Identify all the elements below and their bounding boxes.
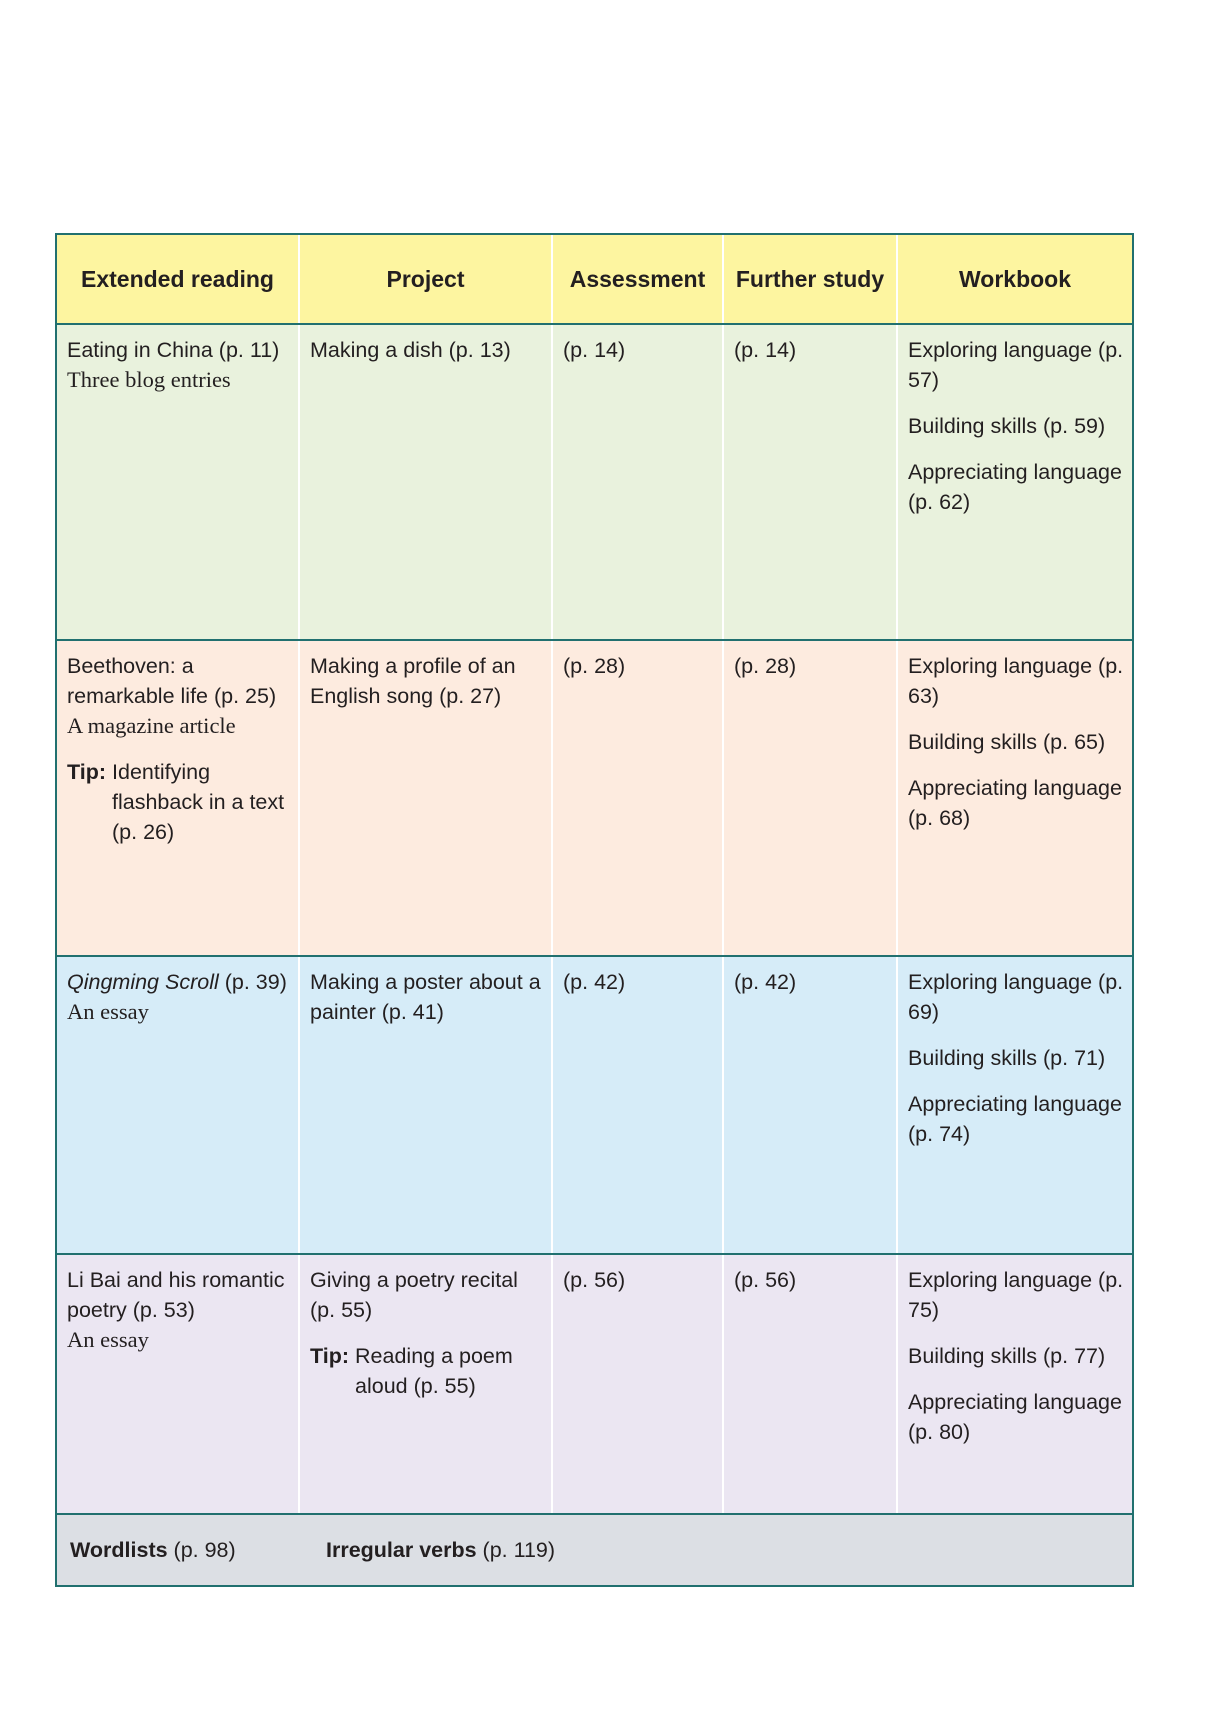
reading-title: Eating in China (p. 11) bbox=[67, 338, 280, 362]
reading-title-page: (p. 39) bbox=[218, 970, 287, 994]
reading-genre: Three blog entries bbox=[67, 367, 231, 392]
extended-reading-cell bbox=[57, 641, 300, 955]
project-title: Making a poster about a painter (p. 41) bbox=[310, 970, 541, 1024]
workbook-item: Appreciating language (p. 74) bbox=[908, 1092, 1122, 1146]
workbook-item: Exploring language (p. 75) bbox=[908, 1268, 1124, 1322]
irregular-verbs-label: Irregular verbs bbox=[326, 1537, 477, 1562]
workbook-item: Exploring language (p. 63) bbox=[908, 654, 1124, 708]
reading-genre: An essay bbox=[67, 1327, 149, 1352]
further-study-page: (p. 28) bbox=[734, 654, 797, 678]
wordlists-page: (p. 98) bbox=[167, 1537, 236, 1562]
project-cell bbox=[300, 957, 553, 1253]
contents-table bbox=[55, 233, 1134, 1587]
workbook-item: Building skills (p. 59) bbox=[908, 414, 1106, 438]
workbook-item: Building skills (p. 77) bbox=[908, 1344, 1106, 1368]
workbook-cell bbox=[898, 641, 1132, 955]
reading-title-italic: Qingming Scroll bbox=[67, 970, 219, 994]
tip-text: Reading a poem aloud (p. 55) bbox=[355, 1344, 513, 1398]
assessment-page: (p. 42) bbox=[563, 970, 626, 994]
further-study-cell bbox=[724, 1255, 898, 1513]
workbook-cell bbox=[898, 325, 1132, 639]
tip-label: Tip: bbox=[67, 760, 107, 784]
project-title: Giving a poetry recital (p. 55) bbox=[310, 1268, 518, 1322]
project-cell bbox=[300, 641, 553, 955]
table-row bbox=[57, 325, 1132, 641]
header-further-study: Further study bbox=[724, 235, 898, 323]
table-row bbox=[57, 957, 1132, 1255]
extended-reading-cell bbox=[57, 1255, 300, 1513]
workbook-cell bbox=[898, 957, 1132, 1253]
workbook-item: Building skills (p. 71) bbox=[908, 1046, 1106, 1070]
assessment-cell bbox=[553, 1255, 724, 1513]
further-study-cell bbox=[724, 641, 898, 955]
further-study-cell bbox=[724, 325, 898, 639]
wordlists-label: Wordlists bbox=[70, 1537, 168, 1562]
further-study-page: (p. 14) bbox=[734, 338, 797, 362]
reading-title: Li Bai and his romantic poetry (p. 53) bbox=[67, 1268, 285, 1322]
project-cell bbox=[300, 1255, 553, 1513]
workbook-item: Appreciating language (p. 80) bbox=[908, 1390, 1122, 1444]
reading-tip bbox=[67, 757, 290, 847]
extended-reading-cell bbox=[57, 957, 300, 1253]
table-row bbox=[57, 641, 1132, 957]
project-cell bbox=[300, 325, 553, 639]
header-workbook: Workbook bbox=[958, 266, 1072, 292]
workbook-item: Exploring language (p. 57) bbox=[908, 338, 1124, 392]
assessment-page: (p. 56) bbox=[563, 1268, 626, 1292]
assessment-cell bbox=[553, 325, 724, 639]
reading-title: Beethoven: a remarkable life (p. 25) bbox=[67, 654, 277, 708]
header-assessment: Assessment bbox=[553, 235, 724, 323]
project-title: Making a profile of an English song (p. 27) bbox=[310, 654, 516, 708]
table-row bbox=[57, 1255, 1132, 1515]
assessment-cell bbox=[553, 957, 724, 1253]
irregular-verbs-page: (p. 119) bbox=[476, 1537, 556, 1562]
reading-genre: A magazine article bbox=[67, 713, 236, 738]
reading-genre: An essay bbox=[67, 999, 149, 1024]
workbook-item: Exploring language (p. 69) bbox=[908, 970, 1124, 1024]
wordlists-entry bbox=[70, 1538, 326, 1563]
extended-reading-cell bbox=[57, 325, 300, 639]
workbook-cell bbox=[898, 1255, 1132, 1513]
further-study-cell bbox=[724, 957, 898, 1253]
irregular-verbs-entry bbox=[326, 1538, 555, 1563]
project-title: Making a dish (p. 13) bbox=[310, 338, 511, 362]
table-header-row bbox=[57, 235, 1132, 325]
workbook-item: Appreciating language (p. 62) bbox=[908, 460, 1122, 514]
workbook-item: Building skills (p. 65) bbox=[908, 730, 1106, 754]
assessment-page: (p. 14) bbox=[563, 338, 626, 362]
further-study-page: (p. 56) bbox=[734, 1268, 797, 1292]
appendix-footer-row bbox=[57, 1515, 1132, 1585]
header-project: Project bbox=[300, 235, 553, 323]
tip-label: Tip: bbox=[310, 1344, 350, 1368]
further-study-page: (p. 42) bbox=[734, 970, 797, 994]
assessment-page: (p. 28) bbox=[563, 654, 626, 678]
workbook-item: Appreciating language (p. 68) bbox=[908, 776, 1122, 830]
tip-text: Identifying flashback in a text (p. 26) bbox=[112, 760, 285, 844]
reading-title bbox=[67, 967, 290, 997]
project-tip bbox=[310, 1341, 543, 1401]
assessment-cell bbox=[553, 641, 724, 955]
header-extended-reading: Extended reading bbox=[57, 235, 300, 323]
